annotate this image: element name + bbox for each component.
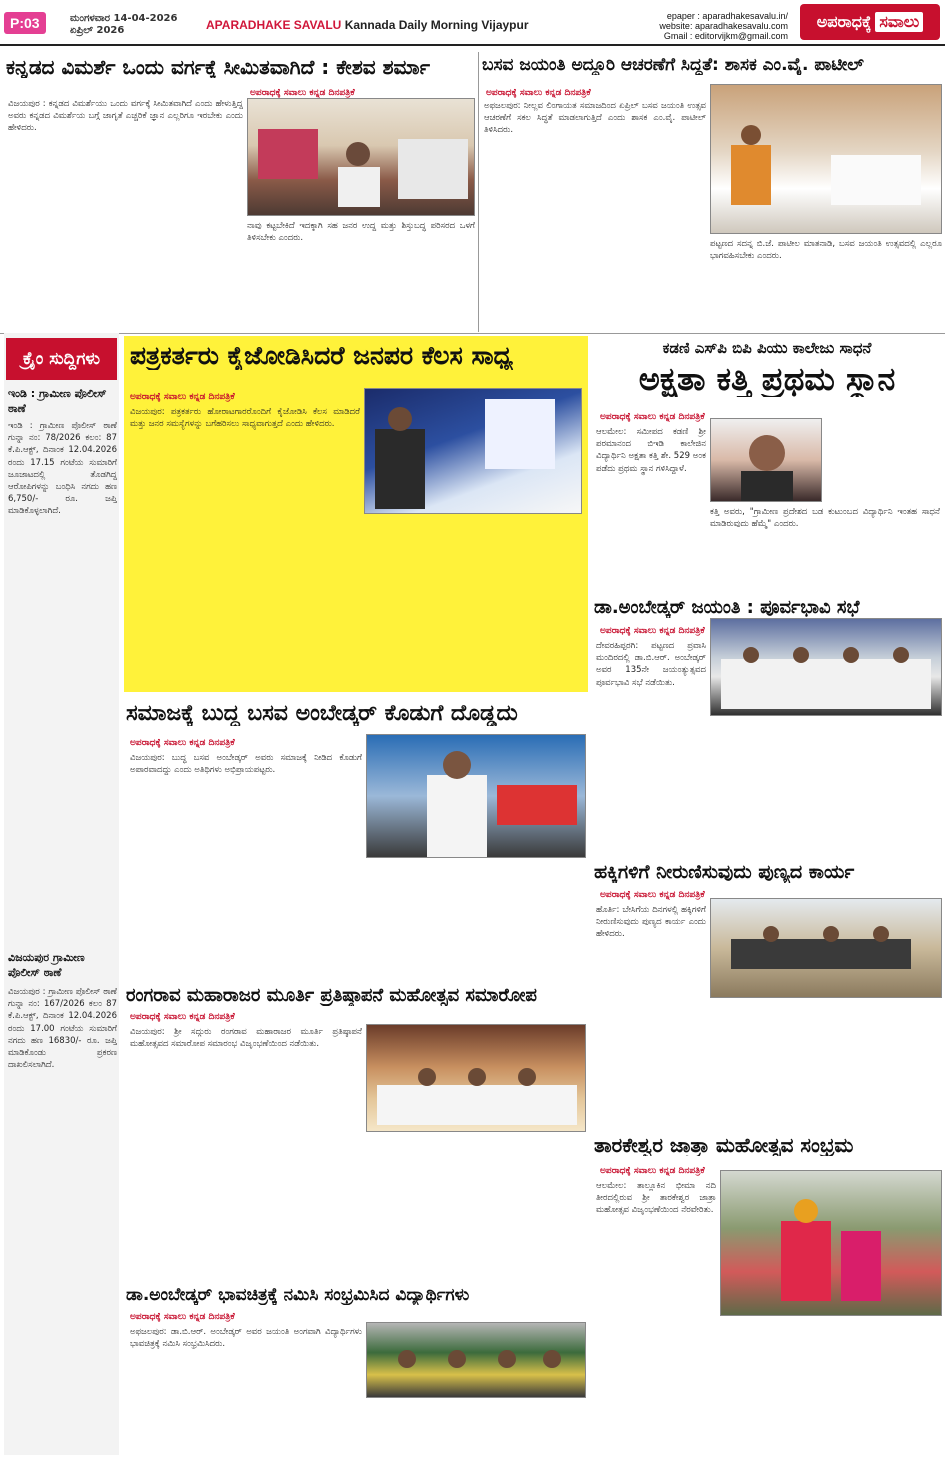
article-7-lead: ಹೊರ್ತಿ: ಬೇಸಿಗೆಯ ದಿನಗಳಲ್ಲಿ ಹಕ್ಕಿಗಳಿಗೆ ನೀರುಣಿಸುವುದು ಪುಣ್ಯದ ಕಾರ್ಯ ಎಂದು ಹೇಳಿದರು. — [596, 905, 706, 940]
article-1-title[interactable]: ಕನ್ನಡದ ವಿಮರ್ಶೆ ಒಂದು ವರ್ಗಕ್ಕೆ ಸೀಮಿತವಾಗಿದೆ : ಕೇಶವ ಶರ್ಮಾ — [6, 56, 430, 78]
crime-text-2: ವಿಜಯಪುರ : ಗ್ರಾಮೀಣ ಪೊಲೀಸ್ ಠಾಣೆ ಗುನ್ನಾ ನಂ: 167/2026 ಕಲಂ 87 ಕೆ.ಪಿ.ಆಕ್ಟ್, ದಿನಾಂಕ 12.04.2026 ರಂದು 17.00 ಗಂಟೆಯ ಸುಮಾರಿಗೆ ನಗದು ಹಣ 16830/- ರೂ. ಜಪ್ತಿ ಮಾಡಿಕೊಂಡು ಪ್ರಕರಣ ದಾಖಲಿಸಲಾಗಿದೆ. — [8, 987, 117, 1071]
article-7-byline: ಅಪರಾಧಕ್ಕೆ ಸವಾಲು ಕನ್ನಡ ದಿನಪತ್ರಿಕೆ — [600, 890, 705, 900]
article-2-byline: ಅಪರಾಧಕ್ಕೆ ಸವಾಲು ಕನ್ನಡ ದಿನಪತ್ರಿಕೆ — [486, 88, 591, 98]
article-1-byline: ಅಪರಾಧಕ್ಕೆ ಸವಾಲು ಕನ್ನಡ ದಿನಪತ್ರಿಕೆ — [250, 88, 355, 98]
email-link[interactable]: Gmail : editorvijkm@gmail.com — [663, 31, 788, 41]
article-2-lead: ಅಫಜಲಪುರ: ನೀಲ್ಲವ ಲಿಂಗಾಯತ ಸಮಾಜದಿಂದ ಏಪ್ರಿಲ್ ಬಸವ ಜಯಂತಿ ಉತ್ಸವ ಆಚರಣೆಗೆ ಸಕಲ ಸಿದ್ಧತೆ ಮಾಡಲಾಗುತ್ತಿದೆ ಎಂದು ಶಾಸಕ ಎಂ.ವೈ. ಪಾಟೀಲ್ ತಿಳಿಸಿದರು. — [484, 101, 706, 136]
section-divider — [0, 333, 945, 334]
logo-word-1: ಅಪರಾಧಕ್ಕೆ — [816, 12, 872, 31]
article-9-byline: ಅಪರಾಧಕ್ಕೆ ಸವಾಲು ಕನ್ನಡ ದಿನಪತ್ರಿಕೆ — [600, 1166, 705, 1176]
article-3-title[interactable]: ಪತ್ರಕರ್ತರು ಕೈಜೋಡಿಸಿದರೆ ಜನಪರ ಕೆಲಸ ಸಾಧ್ಯ — [130, 342, 514, 370]
crime-heading: ಕ್ರೈಂ ಸುದ್ದಿಗಳು — [6, 338, 117, 380]
article-9-photo — [720, 1170, 942, 1316]
article-10-photo-art — [367, 1323, 586, 1398]
article-4-byline: ಅಪರಾಧಕ್ಕೆ ಸವಾಲು ಕನ್ನಡ ದಿನಪತ್ರಿಕೆ — [600, 412, 705, 422]
article-4-kicker[interactable]: ಕಡಣಿ ಎಸ್‌ಪಿ ಬಿಪಿ ಪಿಯು ಕಾಲೇಜು ಸಾಧನೆ — [662, 340, 872, 357]
article-6-title[interactable]: ಸಮಾಜಕ್ಕೆ ಬುದ್ಧ ಬಸವ ಅಂಬೇಡ್ಕರ್ ಕೊಡುಗೆ ದೊಡ್ಡದು — [126, 702, 518, 726]
article-4-photo — [710, 418, 822, 502]
article-4-title[interactable]: ಅಕ್ಷತಾ ಕತ್ತಿ ಪ್ರಥಮ ಸ್ಥಾನ — [638, 362, 896, 398]
epaper-link[interactable]: epaper : aparadhakesavalu.in/ — [666, 11, 788, 21]
article-3-byline: ಅಪರಾಧಕ್ಕೆ ಸವಾಲು ಕನ್ನಡ ದಿನಪತ್ರಿಕೆ — [130, 392, 235, 402]
article-6-byline: ಅಪರಾಧಕ್ಕೆ ಸವಾಲು ಕನ್ನಡ ದಿನಪತ್ರಿಕೆ — [130, 738, 235, 748]
article-2-title[interactable]: ಬಸವ ಜಯಂತಿ ಅದ್ದೂರಿ ಆಚರಣೆಗೆ ಸಿದ್ಧತೆ: ಶಾಸಕ ಎಂ.ವೈ. ಪಾಟೀಲ್ — [482, 56, 864, 75]
article-3-photo — [364, 388, 582, 514]
article-8-photo — [366, 1024, 586, 1132]
article-2-photo — [710, 84, 942, 234]
paper-name: APARADHAKE SAVALU — [206, 18, 342, 32]
article-9-title[interactable]: ತಾರಕೇಶ್ವರ ಜಾತ್ರಾ ಮಹೋತ್ಸವ ಸಂಭ್ರಮ — [594, 1134, 854, 1156]
article-10-photo — [366, 1322, 586, 1398]
paper-logo — [800, 4, 940, 40]
article-10-byline: ಅಪರಾಧಕ್ಕೆ ಸವಾಲು ಕನ್ನಡ ದಿನಪತ್ರಿಕೆ — [130, 1312, 235, 1322]
article-5-photo-art — [711, 619, 942, 716]
issue-date — [70, 13, 177, 37]
article-10-title[interactable]: ಡಾ.ಅಂಬೇಡ್ಕರ್ ಭಾವಚಿತ್ರಕ್ಕೆ ನಮಿಸಿ ಸಂಭ್ರಮಿಸಿದ ವಿದ್ಯಾರ್ಥಿಗಳು — [126, 1286, 470, 1305]
article-9-photo-art — [721, 1171, 942, 1316]
logo-word-2: ಸವಾಲು — [875, 12, 923, 32]
article-4-caption: ಕತ್ತಿ ಅವರು, "ಗ್ರಾಮೀಣ ಪ್ರದೇಶದ ಬಡ ಕುಟುಂಬದ ವಿದ್ಯಾರ್ಥಿನಿ ಇಂತಹ ಸಾಧನೆ ಮಾಡಿರುವುದು ಹೆಮ್ಮೆ" ಎಂದರು. — [710, 507, 940, 530]
article-6-lead: ವಿಜಯಪುರ: ಬುದ್ಧ ಬಸವ ಅಂಬೇಡ್ಕರ್ ಅವರು ಸಮಾಜಕ್ಕೆ ನೀಡಿದ ಕೊಡುಗೆ ಅಪಾರವಾದದ್ದು ಎಂದು ಅತಿಥಿಗಳು ಅಭಿಪ್ರಾಯಪಟ್ಟರು. — [130, 753, 362, 776]
article-4-photo-art — [711, 419, 822, 502]
article-8-title[interactable]: ರಂಗರಾವ ಮಹಾರಾಜರ ಮೂರ್ತಿ ಪ್ರತಿಷ್ಠಾಪನೆ ಮಹೋತ್ಸವ ಸಮಾರೋಪ — [126, 986, 537, 1006]
article-7-photo-art — [711, 899, 942, 998]
article-3-lead: ವಿಜಯಪುರ: ಪತ್ರಕರ್ತರು ಹೋರಾಟಗಾರರೊಂದಿಗೆ ಕೈಜೋಡಿಸಿ ಕೆಲಸ ಮಾಡಿದರೆ ಮತ್ತು ಜನರ ಸಮಸ್ಯೆಗಳನ್ನು ಬಗೆಹರಿಸಲು ಸಾಧ್ಯವಾಗುತ್ತದೆ ಎಂದು ಹೇಳಿದರು. — [130, 407, 360, 430]
date-line-2: ಏಪ್ರಿಲ್ 2026 — [70, 25, 125, 36]
article-5-byline: ಅಪರಾಧಕ್ಕೆ ಸವಾಲು ಕನ್ನಡ ದಿನಪತ್ರಿಕೆ — [600, 626, 705, 636]
article-6-photo — [366, 734, 586, 858]
crime-text-1: ಇಂಡಿ : ಗ್ರಾಮೀಣ ಪೊಲೀಸ್ ಠಾಣೆ ಗುನ್ನಾ ನಂ: 78/2026 ಕಲಂ: 87 ಕೆ.ಪಿ.ಆಕ್ಟ್, ದಿನಾಂಕ 12.04.2026 ರಂದು 17.15 ಗಂಟೆಯ ಸುಮಾರಿಗೆ ಜೂಜಾಟದಲ್ಲಿ ತೊಡಗಿದ್ದ ಆರೋಪಿಗಳನ್ನು ಬಂಧಿಸಿ ನಗದು ಹಣ 6,750/- ರೂ. ಜಪ್ತಿ ಮಾಡಿಕೊಳ್ಳಲಾಗಿದೆ. — [8, 421, 117, 517]
paper-tagline: Kannada Daily Morning Vijaypur — [344, 18, 529, 32]
article-7-photo — [710, 898, 942, 998]
article-8-photo-art — [367, 1025, 586, 1132]
article-10-lead: ಅಫಜಲಪುರ: ಡಾ.ಬಿ.ಆರ್. ಅಂಬೇಡ್ಕರ್ ಅವರ ಜಯಂತಿ ಅಂಗವಾಗಿ ವಿದ್ಯಾರ್ಥಿಗಳು ಭಾವಚಿತ್ರಕ್ಕೆ ನಮಿಸಿ ಸಂಭ್ರಮಿಸಿದರು. — [130, 1327, 362, 1350]
article-1-lead: ವಿಜಯಪುರ : ಕನ್ನಡದ ವಿಮರ್ಶೆಯು ಒಂದು ವರ್ಗಕ್ಕೆ ಸೀಮಿತವಾಗಿದೆ ಎಂದು ಹೇಳುತ್ತಿದ್ದ ಅವರು ಕನ್ನಡದ ವಿಮರ್ಶೆಯ ಬಗ್ಗೆ ಜಾಗೃತೆ ಎಚ್ಚರಿಕೆ ಜ್ಞಾನ ಎಲ್ಲರಿಗೂ ಇರಬೇಕು ಎಂದು ಹೇಳಿದರು. — [8, 99, 243, 134]
article-8-lead: ವಿಜಯಪುರ: ಶ್ರೀ ಸದ್ಗುರು ರಂಗರಾವ ಮಹಾರಾಜರ ಮೂರ್ತಿ ಪ್ರತಿಷ್ಠಾಪನೆ ಮಹೋತ್ಸವದ ಸಮಾರೋಪ ಸಮಾರಂಭ ವಿಜೃಂಭಣೆಯಿಂದ ನಡೆಯಿತು. — [130, 1027, 362, 1050]
contact-block — [608, 11, 788, 41]
article-1-photo-art — [248, 99, 475, 216]
crime-subhead-2: ವಿಜಯಪುರ ಗ್ರಾಮೀಣ ಪೊಲೀಸ್ ಠಾಣೆ — [8, 951, 85, 979]
article-3-photo-art — [365, 389, 582, 514]
page-number: P:03 — [4, 12, 46, 34]
article-2-caption: ಪಟ್ಟಣದ ಸದನ್ನ ಬಿ.ಜೆ. ಪಾಟೀಲ ಮಾತನಾಡಿ, ಬಸವ ಜಯಂತಿ ಉತ್ಸವದಲ್ಲಿ ಎಲ್ಲರೂ ಭಾಗವಹಿಸಬೇಕು ಎಂದರು. — [710, 239, 942, 262]
article-2-photo-art — [711, 85, 942, 234]
article-4-lead: ಆಲಮೇಲ: ಸಮೀಪದ ಕಡಣಿ ಶ್ರೀ ಪರಮಾನಂದ ಬಿಇಡಿ ಕಾಲೇಜಿನ ವಿದ್ಯಾರ್ಥಿನಿ ಅಕ್ಷತಾ ಕತ್ತಿ ಶೇ. 529 ಅಂಕ ಪಡೆದು ಪ್ರಥಮ ಸ್ಥಾನ ಗಳಿಸಿದ್ದಾಳೆ. — [596, 427, 706, 474]
article-5-title[interactable]: ಡಾ.ಅಂಬೇಡ್ಕರ್ ಜಯಂತಿ : ಪೂರ್ವಭಾವಿ ಸಭೆ — [594, 598, 860, 618]
article-5-photo — [710, 618, 942, 716]
article-8-byline: ಅಪರಾಧಕ್ಕೆ ಸವಾಲು ಕನ್ನಡ ದಿನಪತ್ರಿಕೆ — [130, 1012, 235, 1022]
crime-subhead-1: ಇಂಡಿ : ಗ್ರಾಮೀಣ ಪೊಲೀಸ್ ಠಾಣೆ — [8, 387, 107, 415]
article-5-lead: ದೇವರಹಿಪ್ಪರಗಿ: ಪಟ್ಟಣದ ಪ್ರವಾಸಿ ಮಂದಿರದಲ್ಲಿ ಡಾ.ಬಿ.ಆರ್. ಅಂಬೇಡ್ಕರ್ ಅವರ 135ನೇ ಜಯಂತ್ಯುತ್ಸವದ ಪೂರ್ವಭಾವಿ ಸಭೆ ನಡೆಯಿತು. — [596, 641, 706, 688]
article-9-lead: ಆಲಮೇಲ: ತಾಲ್ಲೂಕಿನ ಭೀಮಾ ನದಿ ತೀರದಲ್ಲಿರುವ ಶ್ರೀ ತಾರಕೇಶ್ವರ ಜಾತ್ರಾ ಮಹೋತ್ಸವ ವಿಜೃಂಭಣೆಯಿಂದ ನೆರವೇರಿತು. — [596, 1181, 716, 1216]
column-divider — [478, 52, 479, 332]
website-link[interactable]: website: aparadhakesavalu.com — [659, 21, 788, 31]
article-6-photo-art — [367, 735, 586, 858]
article-7-title[interactable]: ಹಕ್ಕಿಗಳಿಗೆ ನೀರುಣಿಸುವುದು ಪುಣ್ಯದ ಕಾರ್ಯ — [594, 862, 855, 883]
date-line-1: ಮಂಗಳವಾರ 14-04-2026 — [70, 13, 178, 24]
paper-title — [206, 18, 529, 32]
article-1-caption: ನಾವು ಕಟ್ಟಬೇಕಿದೆ ಇದಕ್ಕಾಗಿ ಸಹ ಜನರ ಉದ್ದ ಮತ್ತು ಶಿಸ್ತುಬದ್ಧ ಪರಿಸರದ ಒಳಗೆ ತಿಳಿಸಬೇಕು ಎಂದರು. — [247, 221, 475, 244]
article-1-photo — [247, 98, 475, 216]
